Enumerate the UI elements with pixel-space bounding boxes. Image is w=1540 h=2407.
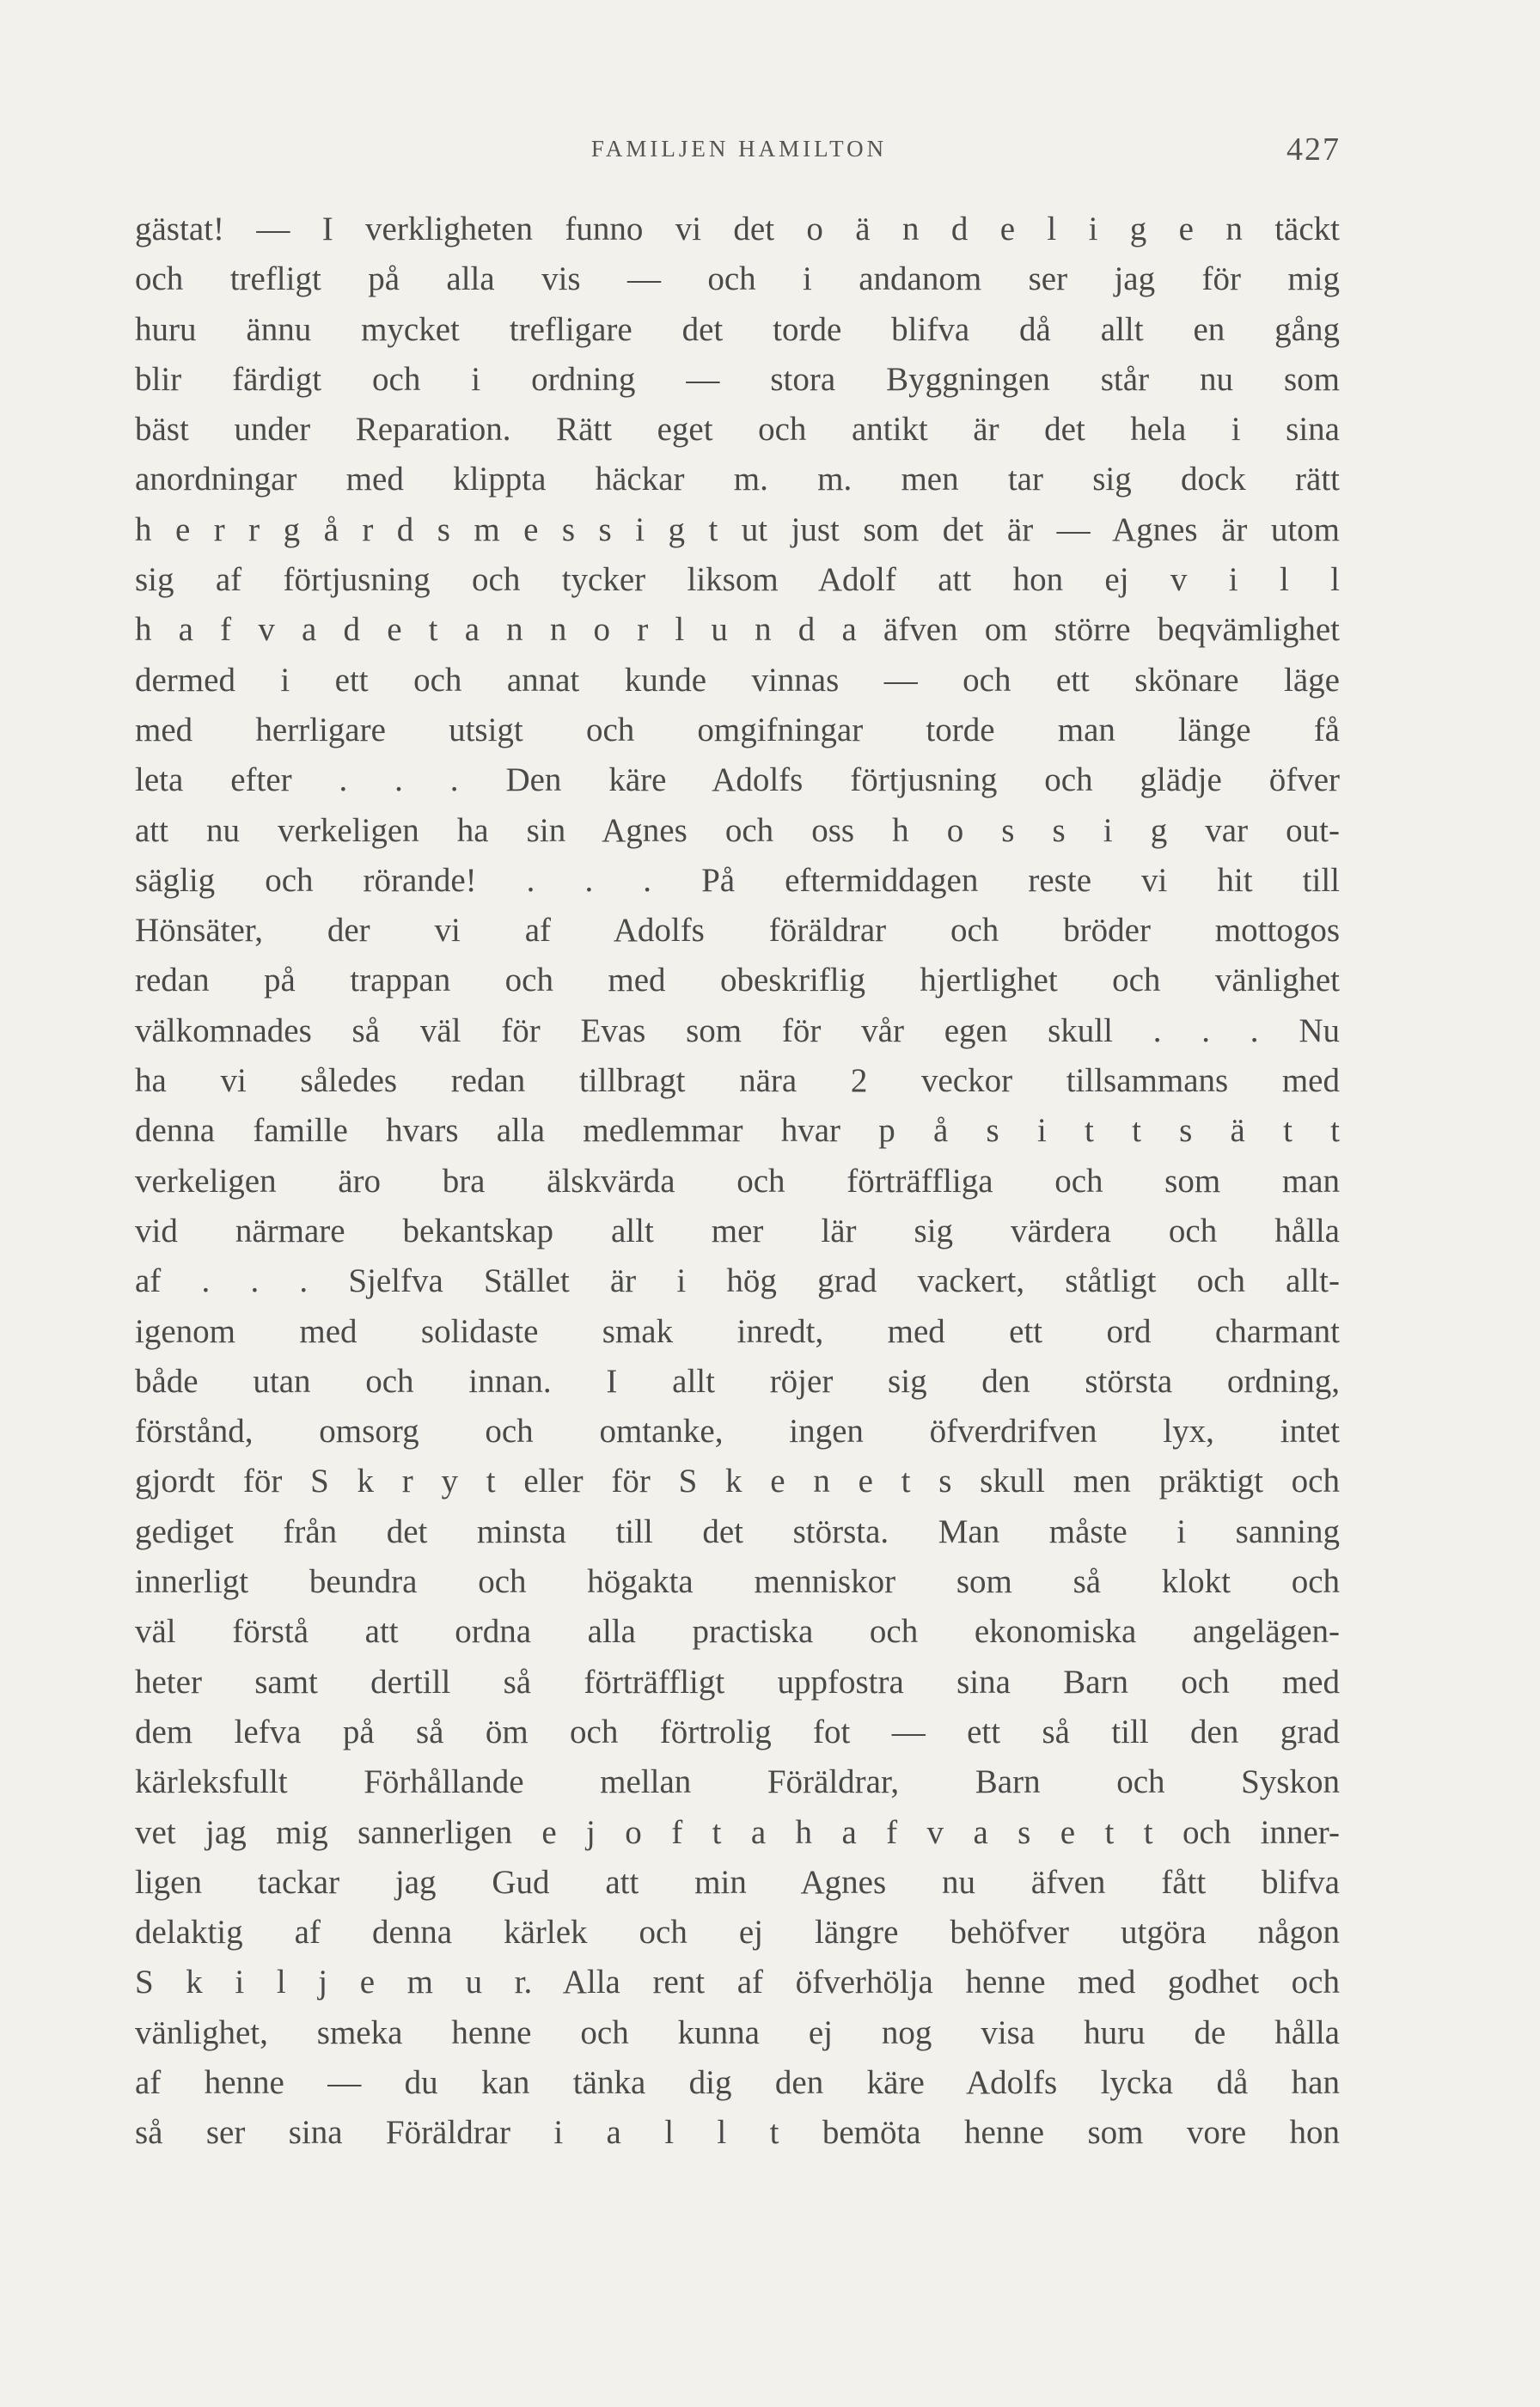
text-line: både utan och innan. I allt röjer sig den största ordning, [135, 1362, 1340, 1400]
text-line: S k i l j e m u r. Alla rent af öfverhölja henne med godhet och [135, 1964, 1340, 2001]
text-line: dem lefva på så öm och förtrolig fot — ett så till den grad [135, 1713, 1340, 1750]
text-line: med herrligare utsigt och omgifningar torde man länge få [135, 711, 1340, 748]
page-number: 427 [1286, 131, 1341, 168]
text-line: säglig och rörande! . . . På eftermiddagen reste vi hit till [135, 861, 1340, 899]
text-line: att nu verkeligen ha sin Agnes och oss h o s s i g var out- [135, 811, 1340, 849]
text-line: så ser sina Föräldrar i a l l t bemöta henne som vore hon [135, 2114, 1340, 2152]
text-line: heter samt dertill så förträffligt uppfostra sina Barn och med [135, 1663, 1340, 1701]
text-line: blir färdigt och i ordning — stora Byggningen står nu som [135, 360, 1340, 398]
text-line: förstånd, omsorg och omtanke, ingen öfverdrifven lyx, intet [135, 1413, 1340, 1451]
text-line: verkeligen äro bra älskvärda och förträffliga och som man [135, 1162, 1340, 1200]
text-line: h a f v a d e t a n n o r l u n d a äfven om större beqvämlighet [135, 611, 1340, 649]
text-line: denna famille hvars alla medlemmar hvar p å s i t t s ä t t [135, 1112, 1340, 1150]
text-line: redan på trappan och med obeskriflig hjertlighet och vänlighet [135, 962, 1340, 999]
text-line: dermed i ett och annat kunde vinnas — och ett skönare läge [135, 661, 1340, 699]
text-line: gjordt för S k r y t eller för S k e n e t s skull men präktigt och [135, 1463, 1340, 1500]
text-line: gästat! — I verkligheten funno vi det o ä n d e l i g e n täckt [135, 211, 1340, 247]
text-line: väl förstå att ordna alla practiska och ekonomiska angelägen- [135, 1613, 1340, 1651]
text-line: af henne — du kan tänka dig den käre Adolfs lycka då han [135, 2063, 1340, 2101]
text-line: innerligt beundra och högakta menniskor som så klokt och [135, 1563, 1340, 1601]
text-line: igenom med solidaste smak inredt, med ett ord charmant [135, 1312, 1340, 1350]
text-line: leta efter . . . Den käre Adolfs förtjusning och glädje öfver [135, 761, 1340, 799]
text-line: ha vi således redan tillbragt nära 2 veckor tillsammans med [135, 1062, 1340, 1100]
text-line: delaktig af denna kärlek och ej längre behöfver utgöra någon [135, 1914, 1340, 1952]
text-line: vet jag mig sannerligen e j o f t a h a f v a s e t t och inner- [135, 1813, 1340, 1851]
text-line: ligen tackar jag Gud att min Agnes nu äfven fått blifva [135, 1863, 1340, 1901]
text-line: och trefligt på alla vis — och i andanom ser jag för mig [135, 260, 1340, 298]
text-line: sig af förtjusning och tycker liksom Adolf att hon ej v i l l [135, 561, 1340, 599]
text-line: h e r r g å r d s m e s s i g t ut just som det är — Agnes är utom [135, 510, 1340, 548]
text-line: välkomnades så väl för Evas som för vår egen skull . . . Nu [135, 1011, 1340, 1049]
body-text [135, 205, 1340, 2159]
running-head: FAMILJEN HAMILTON [590, 136, 888, 162]
text-line: kärleksfullt Förhållande mellan Föräldrar, Barn och Syskon [135, 1763, 1340, 1801]
text-line: af . . . Sjelfva Stället är i hög grad vackert, ståtligt och allt- [135, 1262, 1340, 1300]
page-header [138, 131, 1341, 170]
text-line: gediget från det minsta till det största. Man måste i sanning [135, 1512, 1340, 1550]
text-line: anordningar med klippta häckar m. m. men tar sig dock rätt [135, 461, 1340, 498]
text-line: bäst under Reparation. Rätt eget och antikt är det hela i sina [135, 411, 1340, 449]
text-line: huru ännu mycket trefligare det torde blifva då allt en gång [135, 310, 1340, 348]
text-line: vid närmare bekantskap allt mer lär sig värdera och hålla [135, 1212, 1340, 1249]
text-line: vänlighet, smeka henne och kunna ej nog visa huru de hålla [135, 2013, 1340, 2051]
text-line: Hönsäter, der vi af Adolfs föräldrar och bröder mottogos [135, 912, 1340, 950]
